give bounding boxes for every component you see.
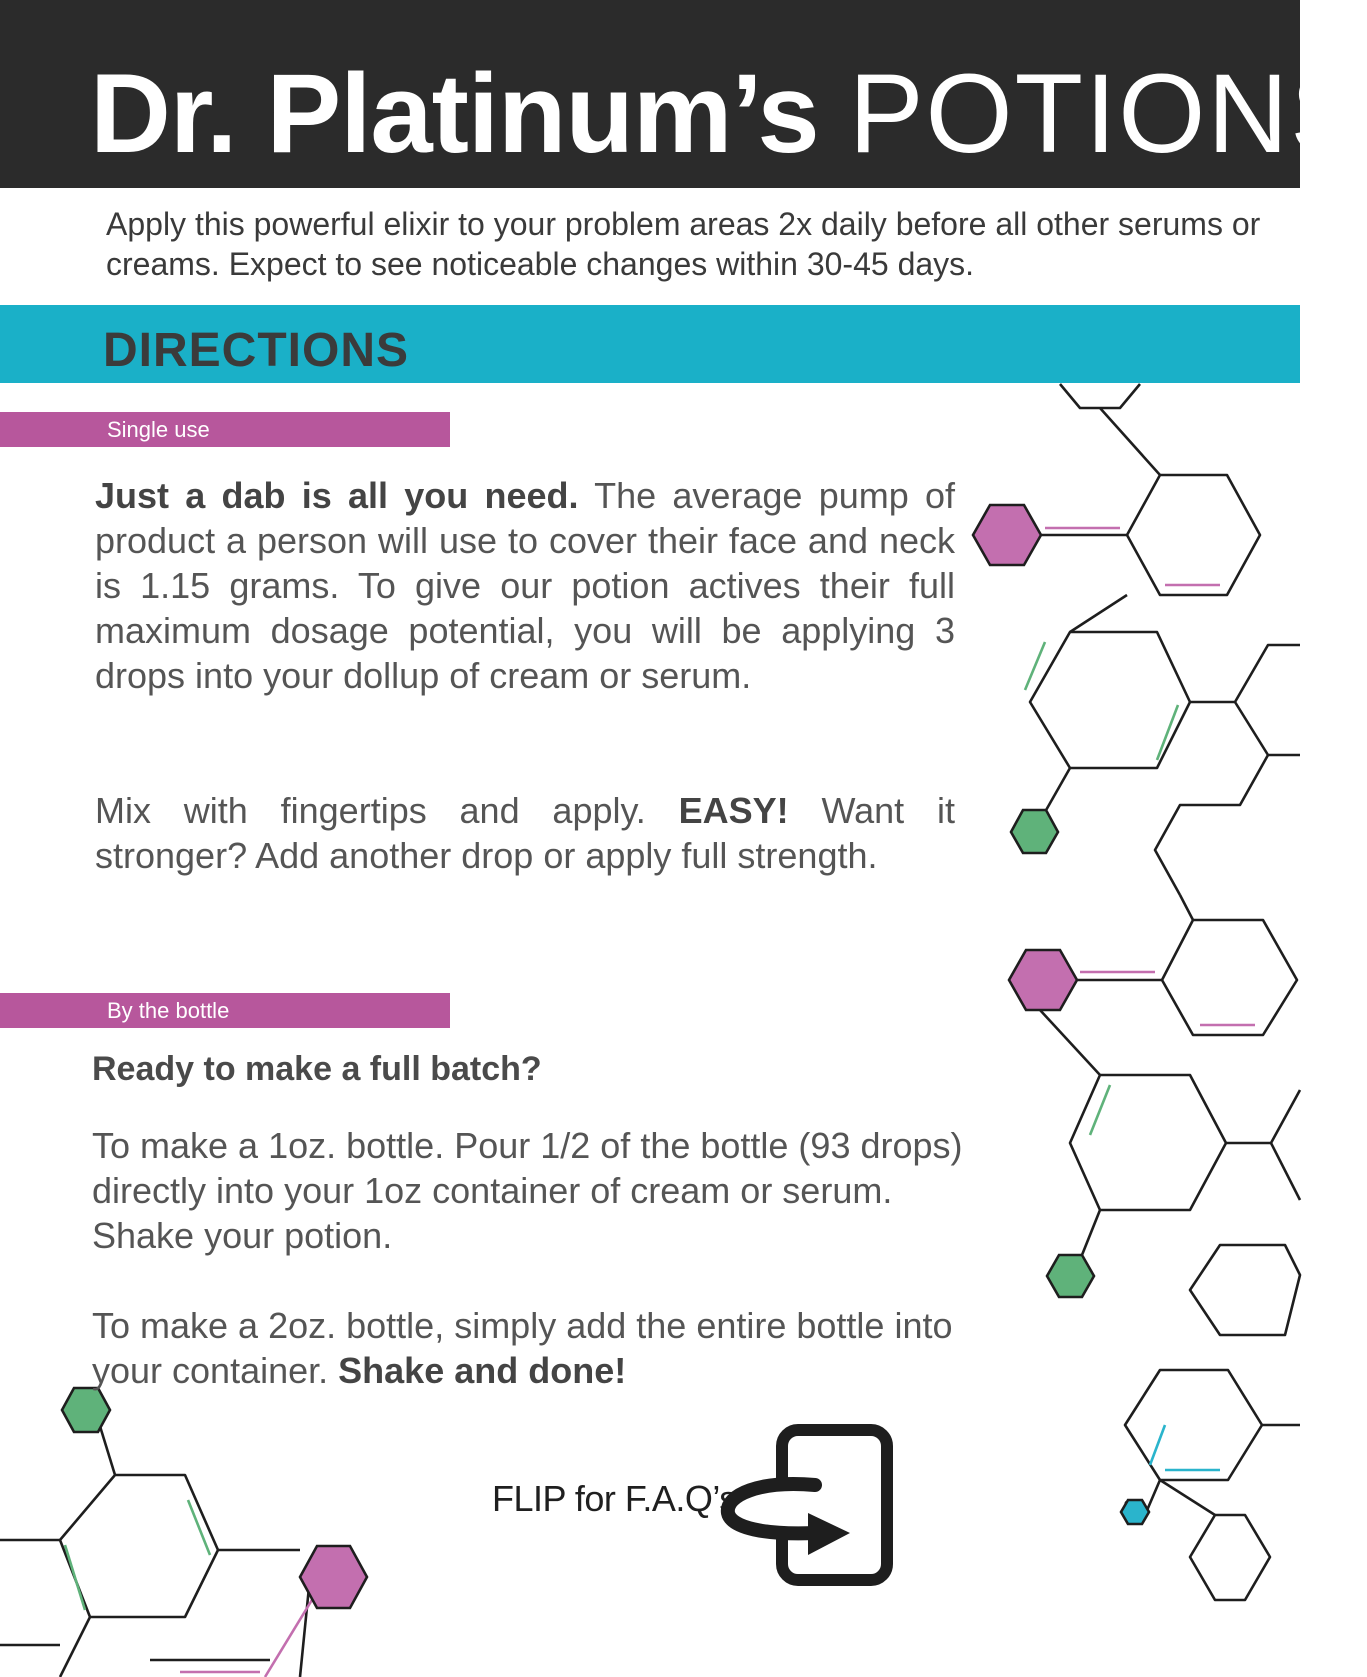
by-bottle-tab: By the bottle (0, 993, 450, 1028)
shake-emphasis: Shake and done! (338, 1350, 627, 1391)
mix-text: Mix with fingertips and apply. (95, 790, 679, 831)
batch-subheading: Ready to make a full batch? (92, 1050, 542, 1088)
stronger-text: Want it stronger? Add another drop or apply full strength. (95, 790, 955, 876)
easy-emphasis: EASY! (678, 790, 789, 831)
directions-heading: DIRECTIONS (103, 324, 410, 377)
dab-text: The average pump of product a person will use to cover their face and neck is 1.15 grams. To give our potion actives their full maximum dosage potential, you will be applying 3 drops into your dollup of cream or serum. (95, 475, 955, 696)
title-product: POTIONS (848, 51, 1367, 176)
dab-emphasis: Just a dab is all you need. (95, 475, 579, 516)
single-use-tab: Single use (0, 412, 450, 447)
single-use-paragraph-1 (95, 473, 955, 698)
one-oz-paragraph: To make a 1oz. bottle. Pour 1/2 of the bottle (93 drops) directly into your 1oz container of cream or serum. Shake your potion. (92, 1125, 963, 1256)
flip-page-icon (720, 1425, 895, 1585)
page-title (90, 51, 1367, 176)
directions-band (0, 305, 1300, 383)
intro-text: Apply this powerful elixir to your problem areas 2x daily before all other serums or creams. Expect to see noticeable changes within 30-45 days. (106, 206, 1261, 282)
two-oz-paragraph (92, 1303, 972, 1393)
two-oz-text: To make a 2oz. bottle, simply add the entire bottle into your container. (92, 1305, 953, 1391)
flip-label: FLIP for F.A.Q’s (492, 1478, 737, 1519)
page-header (0, 0, 1367, 188)
title-brand: Dr. Platinum’s (90, 51, 819, 176)
single-use-paragraph-2 (95, 788, 955, 878)
